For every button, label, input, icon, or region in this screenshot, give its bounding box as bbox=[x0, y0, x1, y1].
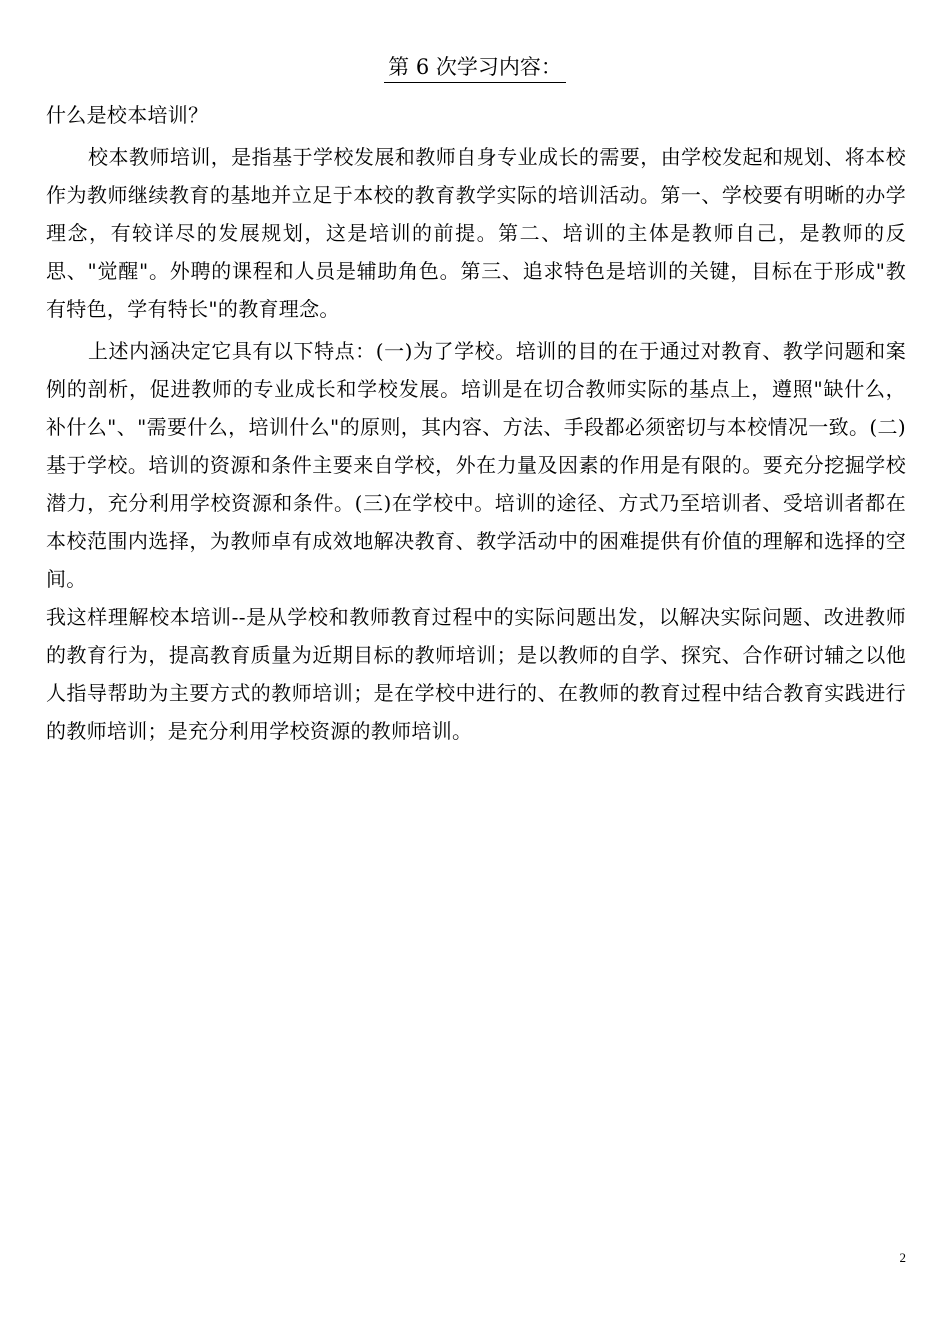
document-body bbox=[46, 96, 906, 750]
document-title bbox=[0, 50, 950, 84]
document-title-text: 第 6 次学习内容： bbox=[384, 52, 566, 83]
paragraph-characteristics: 上述内涵决定它具有以下特点：(一)为了学校。培训的目的在于通过对教育、教学问题和案例的剖析，促进教师的专业成长和学校发展。培训是在切合教师实际的基点上，遵照"缺什么，补什么"、"需要什么，培训什么"的原则，其内容、方法、手段都必须密切与本校情况一致。(二)基于学校。培训的资源和条件主要来自学校，外在力量及因素的作用是有限的。要充分挖掘学校潜力，充分利用学校资源和条件。(三)在学校中。培训的途径、方式乃至培训者、受培训者都在本校范围内选择，为教师卓有成效地解决教育、教学活动中的困难提供有价值的理解和选择的空间。 bbox=[46, 339, 906, 591]
section-question: 什么是校本培训？ bbox=[46, 103, 209, 127]
paragraph-understanding: 我这样理解校本培训--是从学校和教师教育过程中的实际问题出发，以解决实际问题、改进教师的教育行为，提高教育质量为近期目标的教师培训；是以教师的自学、探究、合作研讨辅之以他人指导帮助为主要方式的教师培训；是在学校中进行的、在教师的教育过程中结合教育实践进行的教师培训；是充分利用学校资源的教师培训。 bbox=[46, 605, 906, 743]
paragraph-definition: 校本教师培训，是指基于学校发展和教师自身专业成长的需要，由学校发起和规划、将本校作为教师继续教育的基地并立足于本校的教育教学实际的培训活动。第一、学校要有明晰的办学理念，有较详尽的发展规划，这是培训的前提。第二、培训的主体是教师自己，是教师的反思、"觉醒"。外聘的课程和人员是辅助角色。第三、追求特色是培训的关键，目标在于形成"教有特色，学有特长"的教育理念。 bbox=[46, 145, 906, 321]
page-number: 2 bbox=[899, 1250, 906, 1265]
